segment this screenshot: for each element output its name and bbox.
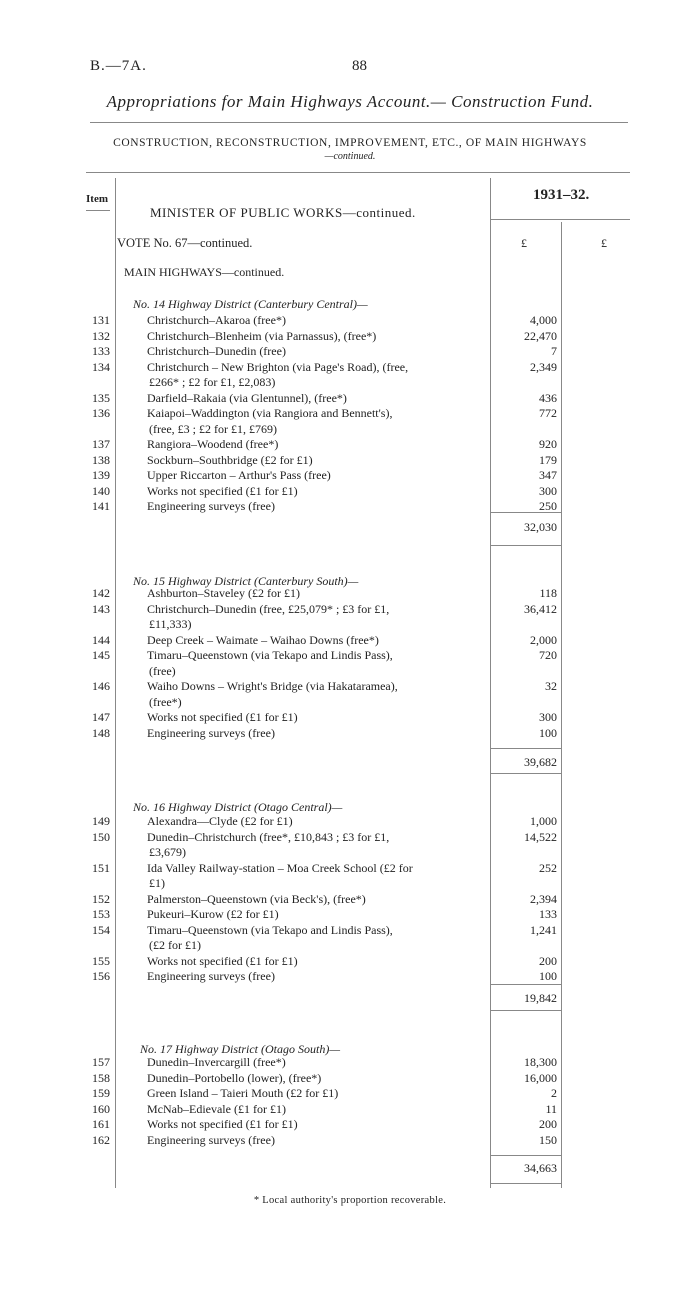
item-number: 152 (92, 891, 110, 906)
item-number: 143 (92, 601, 110, 616)
item-number: 137 (92, 437, 110, 451)
appropriation-line (0, 954, 700, 970)
item-number: 146 (92, 679, 110, 693)
appropriation-line (0, 861, 700, 877)
appropriation-line (0, 695, 700, 711)
total-rule (490, 1183, 561, 1184)
appropriation-line (0, 938, 700, 954)
item-amount: 179 (539, 452, 557, 467)
item-description: Dunedin–Invercargill (free*) (147, 1055, 286, 1069)
item-description: (free) (149, 663, 176, 678)
item-description: (free*) (149, 694, 182, 709)
report-reference: B.—7A. (90, 58, 147, 74)
item-number: 132 (92, 328, 110, 343)
subtotal-rule (490, 748, 561, 749)
footnote: * Local authority's proportion recoverable. (253, 1195, 447, 1206)
item-number: 144 (92, 632, 110, 647)
appropriation-line (0, 313, 700, 329)
item-description: £266* ; £2 for £1, £2,083) (149, 375, 276, 389)
item-amount: 32 (545, 679, 557, 693)
item-number: 133 (92, 344, 110, 358)
item-amount: 4,000 (530, 313, 557, 327)
item-description: Works not specified (£1 for £1) (147, 953, 298, 968)
total-rule (490, 1010, 561, 1011)
district-heading: No. 14 Highway District (Canterbury Central)— (133, 297, 368, 311)
item-number: 147 (92, 710, 110, 724)
district-total: 34,663 (524, 1161, 557, 1175)
item-description: Engineering surveys (free) (147, 969, 275, 983)
item-description: Kaiapoi–Waddington (via Rangiora and Bennett's), (147, 406, 393, 420)
vote-heading: VOTE No. 67—continued. (117, 236, 253, 250)
item-number: 156 (92, 969, 110, 983)
appropriation-line (0, 633, 700, 649)
item-description: Works not specified (£1 for £1) (147, 483, 298, 498)
page-title: Appropriations for Main Highways Account.— Construction Fund. (106, 92, 594, 111)
year-heading-rule (490, 219, 630, 220)
district-total: 19,842 (524, 991, 557, 1005)
item-amount: 2,349 (530, 359, 557, 374)
appropriation-line (0, 907, 700, 923)
item-column-heading: Item (86, 193, 108, 205)
item-description: Christchurch–Akaroa (free*) (147, 313, 286, 327)
item-description: Deep Creek – Waimate – Waihao Downs (free*) (147, 632, 379, 647)
item-description: Pukeuri–Kurow (£2 for £1) (147, 907, 279, 921)
item-description: Engineering surveys (free) (147, 1132, 275, 1147)
total-rule (490, 773, 561, 774)
item-description: Timaru–Queenstown (via Tekapo and Lindis Pass), (147, 648, 393, 662)
item-number: 149 (92, 814, 110, 828)
appropriation-line (0, 329, 700, 345)
item-number: 155 (92, 953, 110, 968)
item-amount: 2 (551, 1086, 557, 1100)
appropriation-line (0, 586, 700, 602)
item-amount: 2,000 (530, 632, 557, 647)
item-number: 151 (92, 860, 110, 875)
appropriation-line (0, 969, 700, 985)
appropriation-line (0, 422, 700, 438)
section-subtitle: CONSTRUCTION, RECONSTRUCTION, IMPROVEMENT, ETC., OF MAIN HIGHWAYS (113, 137, 587, 149)
item-amount: 100 (539, 725, 557, 740)
item-number: 161 (92, 1117, 110, 1131)
item-number: 142 (92, 586, 110, 600)
district-heading: No. 17 Highway District (Otago South)— (140, 1042, 340, 1056)
item-amount: 200 (539, 1117, 557, 1131)
district-heading: No. 16 Highway District (Otago Central)— (133, 800, 343, 814)
item-amount: 250 (539, 499, 557, 513)
appropriation-line (0, 648, 700, 664)
main-highways-heading: MAIN HIGHWAYS—continued. (124, 265, 285, 279)
item-description: Christchurch – New Brighton (via Page's Road), (free, (147, 359, 409, 374)
item-amount: 347 (539, 468, 557, 482)
item-description: Works not specified (£1 for £1) (147, 1117, 298, 1131)
item-number: 138 (92, 452, 110, 467)
item-amount: 150 (539, 1132, 557, 1147)
appropriation-line (0, 664, 700, 680)
item-amount: 300 (539, 483, 557, 498)
appropriation-line (0, 453, 700, 469)
appropriation-line (0, 391, 700, 407)
appropriation-line (0, 1086, 700, 1102)
item-description: £3,679) (149, 845, 186, 859)
item-amount: 7 (551, 344, 557, 358)
pound-sign-col1: £ (521, 236, 527, 250)
item-amount: 1,241 (530, 922, 557, 937)
item-number: 154 (92, 922, 110, 937)
item-description: McNab–Edievale (£1 for £1) (147, 1101, 286, 1116)
item-number: 153 (92, 907, 110, 921)
district-heading: No. 15 Highway District (Canterbury South)— (133, 574, 359, 588)
appropriation-line (0, 360, 700, 376)
item-description: (free, £3 ; £2 for £1, £769) (149, 421, 277, 436)
appropriation-line (0, 1102, 700, 1118)
item-description: Christchurch–Dunedin (free, £25,079* ; £3 for £1, (147, 601, 390, 616)
appropriation-line (0, 406, 700, 422)
item-description: Ashburton–Staveley (£2 for £1) (147, 586, 300, 600)
table-top-rule (86, 172, 630, 173)
item-description: £11,333) (149, 617, 192, 631)
item-description: Sockburn–Southbridge (£2 for £1) (147, 452, 313, 467)
appropriation-line (0, 726, 700, 742)
district-total: 32,030 (524, 520, 557, 534)
appropriation-line (0, 1117, 700, 1133)
appropriation-line (0, 437, 700, 453)
item-number: 135 (92, 390, 110, 405)
item-number: 134 (92, 359, 110, 374)
item-description: Upper Riccarton – Arthur's Pass (free) (147, 468, 331, 482)
appropriation-line (0, 830, 700, 846)
item-description: Christchurch–Dunedin (free) (147, 344, 286, 358)
item-amount: 11 (545, 1101, 557, 1116)
item-amount: 300 (539, 710, 557, 724)
appropriation-line (0, 344, 700, 360)
item-amount: 720 (539, 648, 557, 662)
item-number: 145 (92, 648, 110, 662)
appropriation-line (0, 892, 700, 908)
item-description: Engineering surveys (free) (147, 499, 275, 513)
item-description: Engineering surveys (free) (147, 725, 275, 740)
pound-sign-col2: £ (601, 236, 607, 250)
appropriation-line (0, 468, 700, 484)
item-amount: 18,300 (524, 1055, 557, 1069)
item-amount: 14,522 (524, 829, 557, 844)
minister-heading: MINISTER OF PUBLIC WORKS—continued. (150, 205, 416, 220)
appropriation-line (0, 375, 700, 391)
item-description: Works not specified (£1 for £1) (147, 710, 298, 724)
item-number: 157 (92, 1055, 110, 1069)
item-number: 158 (92, 1070, 110, 1085)
item-number: 159 (92, 1086, 110, 1100)
item-description: Green Island – Taieri Mouth (£2 for £1) (147, 1086, 339, 1100)
item-description: Palmerston–Queenstown (via Beck's), (free*) (147, 891, 366, 906)
item-number: 150 (92, 829, 110, 844)
appropriation-line (0, 602, 700, 618)
appropriation-line (0, 814, 700, 830)
section-subtitle-continued: —continued. (324, 151, 376, 162)
page-number: 88 (352, 58, 367, 74)
appropriation-line (0, 484, 700, 500)
item-amount: 252 (539, 860, 557, 875)
item-description: Christchurch–Blenheim (via Parnassus), (free*) (147, 328, 377, 343)
title-rule (90, 122, 628, 123)
appropriation-line (0, 679, 700, 695)
item-number: 140 (92, 483, 110, 498)
appropriation-line (0, 710, 700, 726)
appropriation-line (0, 1055, 700, 1071)
appropriation-line (0, 617, 700, 633)
item-amount: 133 (539, 907, 557, 921)
item-amount: 920 (539, 437, 557, 451)
item-amount: 16,000 (524, 1070, 557, 1085)
item-description: Darfield–Rakaia (via Glentunnel), (free*) (147, 390, 347, 405)
item-amount: 2,394 (530, 891, 557, 906)
item-number: 139 (92, 468, 110, 482)
item-heading-rule (86, 210, 110, 211)
item-number: 160 (92, 1101, 110, 1116)
item-amount: 1,000 (530, 814, 557, 828)
subtotal-rule (490, 512, 561, 513)
item-description: Dunedin–Christchurch (free*, £10,843 ; £3 for £1, (147, 829, 390, 844)
item-amount: 772 (539, 406, 557, 420)
item-amount: 22,470 (524, 328, 557, 343)
item-amount: 118 (539, 586, 557, 600)
item-description: Timaru–Queenstown (via Tekapo and Lindis Pass), (147, 922, 393, 937)
item-amount: 36,412 (524, 601, 557, 616)
item-description: (£2 for £1) (149, 938, 201, 952)
item-number: 148 (92, 725, 110, 740)
appropriation-line (0, 923, 700, 939)
item-description: Ida Valley Railway-station – Moa Creek School (£2 for (147, 860, 413, 875)
year-column-heading: 1931–32. (533, 187, 590, 203)
subtotal-rule (490, 984, 561, 985)
total-rule (490, 545, 561, 546)
item-description: Alexandra—Clyde (£2 for £1) (147, 814, 293, 828)
appropriation-line (0, 845, 700, 861)
subtotal-rule (490, 1155, 561, 1156)
item-number: 131 (92, 313, 110, 327)
item-amount: 436 (539, 390, 557, 405)
item-description: Rangiora–Woodend (free*) (147, 437, 279, 451)
item-number: 141 (92, 499, 110, 513)
appropriation-line (0, 1071, 700, 1087)
appropriation-line (0, 876, 700, 892)
item-description: Waiho Downs – Wright's Bridge (via Hakataramea), (147, 679, 398, 693)
appropriation-line (0, 499, 700, 515)
district-total: 39,682 (524, 755, 557, 769)
item-description: Dunedin–Portobello (lower), (free*) (147, 1070, 322, 1085)
appropriation-line (0, 1133, 700, 1149)
item-description: £1) (149, 876, 165, 890)
item-amount: 200 (539, 953, 557, 968)
item-amount: 100 (539, 969, 557, 983)
item-number: 162 (92, 1132, 110, 1147)
item-number: 136 (92, 406, 110, 420)
